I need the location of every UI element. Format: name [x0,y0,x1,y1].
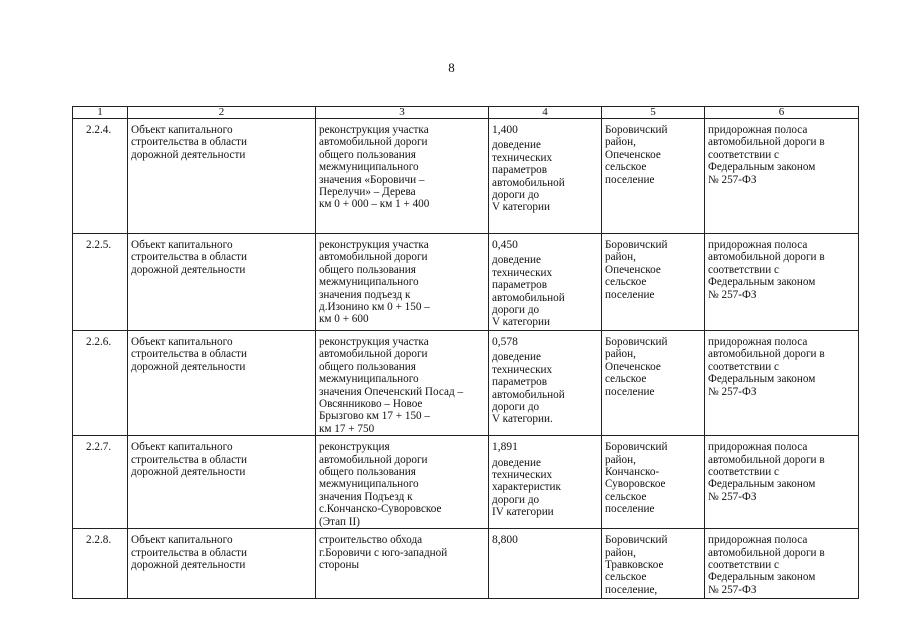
purpose-cell [316,436,489,529]
zone-line: придорожная полоса [708,124,808,136]
purpose-line: значения подъезд к [319,288,411,301]
zone-line: соответствии с [708,558,779,571]
zone-line: автомобильной дороги в [708,348,825,361]
length-cell [489,331,602,436]
location-line: поселение [605,503,655,516]
length-value: 0,450 [492,239,518,251]
purpose-line: реконструкция участка [319,239,429,251]
column-number-5: 5 [602,107,705,119]
parameters-line: автомобильной [492,291,565,304]
parameters-line: параметров [492,279,548,292]
zone-line: соответствии с [708,360,779,373]
location-line: Опеченское [605,360,661,373]
purpose-cell [316,331,489,436]
location-line: район, [605,136,636,149]
location-line: Боровичский [605,336,668,348]
location-line: Боровичский [605,239,668,251]
location-cell [602,331,705,436]
length-cell [489,234,602,331]
zone-line: придорожная полоса [708,534,808,547]
purpose-cell [316,529,489,599]
object-type-line: дорожной деятельности [131,466,246,479]
object-type-line: Объект капитального [131,534,233,547]
location-line: Боровичский [605,441,668,454]
column-number-2: 2 [128,107,316,119]
zone-line: придорожная полоса [708,239,808,251]
zone-line: соответствии с [708,263,779,276]
purpose-line: Перелучи» – Дерева [319,186,416,199]
table-row [73,529,859,599]
parameters-line: V категории [492,201,550,214]
table-row [73,119,859,234]
purpose-line: автомобильной дороги [319,251,428,264]
zone-line: № 257-ФЗ [708,385,757,398]
location-line: Травковское [605,558,664,571]
purpose-line: общего пользования [319,148,416,161]
object-type-line: дорожной деятельности [131,148,246,161]
object-type-line: строительства в области [131,348,247,361]
location-line: Боровичский [605,534,668,547]
object-type-line: Объект капитального [131,239,233,251]
zone-line: № 257-ФЗ [708,583,757,596]
parameters-line: автомобильной [492,176,565,189]
purpose-line: межмуниципального [319,161,419,174]
location-line: сельское [605,276,647,289]
location-line: Опеченское [605,148,661,161]
column-number-4: 4 [489,107,602,119]
table-row [73,331,859,436]
purpose-line: строительство обхода [319,534,423,547]
length-value: 1,400 [492,124,518,136]
object-type-line: строительства в области [131,453,247,466]
purpose-line: км 17 + 750 [319,422,375,435]
zone-cell [705,436,859,529]
page-number: 8 [448,60,455,75]
length-cell [489,119,602,234]
purpose-line: Овсянниково – Новое [319,398,423,411]
item-number-cell: 2.2.5. [73,234,128,331]
location-cell [602,119,705,234]
object-type-line: дорожной деятельности [131,263,246,276]
length-value: 0,578 [492,336,518,348]
parameters-line: V категории [492,316,550,329]
item-number-cell: 2.2.8. [73,529,128,599]
length-cell [489,436,602,529]
object-type-line: Объект капитального [131,336,233,348]
item-number-cell: 2.2.7. [73,436,128,529]
location-cell [602,436,705,529]
parameters-line: дороги до [492,189,540,202]
purpose-line: значения Подъезд к [319,490,413,503]
location-line: поселение, [605,583,658,596]
purpose-cell [316,234,489,331]
parameters-line: дороги до [492,304,540,317]
parameters-line: V категории. [492,413,553,426]
purpose-line: межмуниципального [319,373,419,386]
parameters-line: дороги до [492,401,540,414]
object-type-cell [128,234,316,331]
zone-line: автомобильной дороги в [708,546,825,559]
location-line: Боровичский [605,124,668,136]
zone-cell [705,529,859,599]
purpose-line: с.Кончанско-Суворовское [319,503,442,516]
column-number-3: 3 [316,107,489,119]
location-cell [602,234,705,331]
location-line: поселение [605,288,655,301]
location-line: сельское [605,161,647,174]
item-number-cell: 2.2.4. [73,119,128,234]
purpose-line: общего пользования [319,263,416,276]
object-type-cell [128,331,316,436]
zone-cell [705,119,859,234]
zone-line: придорожная полоса [708,336,808,348]
purpose-line: значения Опеченский Посад – [319,385,464,398]
purpose-line: общего пользования [319,466,416,479]
zone-line: Федеральным законом [708,276,816,289]
object-type-cell [128,119,316,234]
zone-line: Федеральным законом [708,373,816,386]
purpose-line: общего пользования [319,360,416,373]
purpose-line: реконструкция [319,441,390,454]
zone-line: автомобильной дороги в [708,453,825,466]
purpose-line: г.Боровичи с юго-западной [319,546,448,559]
zone-line: Федеральным законом [708,478,816,491]
column-number-6: 6 [705,107,859,119]
zone-line: Федеральным законом [708,161,816,174]
parameters-line: технических [492,151,553,164]
zone-line: № 257-ФЗ [708,173,757,186]
parameters-line: доведение [492,351,541,364]
location-line: район, [605,348,636,361]
object-type-line: Объект капитального [131,441,233,454]
parameters-line: доведение [492,456,541,469]
zone-line: соответствии с [708,148,779,161]
location-line: поселение [605,173,655,186]
object-type-line: Объект капитального [131,124,233,136]
purpose-line: км 0 + 000 – км 1 + 400 [319,198,430,211]
zone-cell [705,234,859,331]
parameters-line: доведение [492,139,541,152]
location-line: сельское [605,373,647,386]
location-line: район, [605,546,636,559]
location-line: сельское [605,571,647,584]
object-type-line: дорожной деятельности [131,360,246,373]
parameters-line: IV категории [492,506,554,519]
purpose-line: стороны [319,558,359,571]
purpose-line: автомобильной дороги [319,348,428,361]
purpose-line: д.Изонино км 0 + 150 – [319,301,430,314]
location-cell [602,529,705,599]
zone-cell [705,331,859,436]
parameters-line: технических [492,363,553,376]
zone-line: автомобильной дороги в [708,136,825,149]
location-line: Кончанско- [605,466,660,479]
column-number-1: 1 [73,107,128,119]
location-line: район, [605,453,636,466]
purpose-line: межмуниципального [319,478,419,491]
location-line: сельское [605,490,647,503]
zone-line: № 257-ФЗ [708,288,757,301]
purpose-line: реконструкция участка [319,124,429,136]
table-row [73,436,859,529]
zone-line: автомобильной дороги в [708,251,825,264]
purpose-line: автомобильной дороги [319,453,428,466]
length-cell [489,529,602,599]
parameters-line: параметров [492,164,548,177]
purpose-line: (Этап II) [319,515,360,528]
item-number-cell: 2.2.6. [73,331,128,436]
location-line: Суворовское [605,478,666,491]
object-type-cell [128,436,316,529]
object-type-line: строительства в области [131,546,247,559]
purpose-cell [316,119,489,234]
location-line: район, [605,251,636,264]
zone-line: придорожная полоса [708,441,808,454]
object-type-cell [128,529,316,599]
parameters-line: технических [492,469,553,482]
zone-line: Федеральным законом [708,571,816,584]
table-row [73,234,859,331]
parameters-line: дороги до [492,493,540,506]
parameters-line: характеристик [492,481,561,494]
zone-line: № 257-ФЗ [708,490,757,503]
location-line: поселение [605,385,655,398]
length-value: 8,800 [492,534,518,547]
purpose-line: межмуниципального [319,276,419,289]
purpose-line: Брызгово км 17 + 150 – [319,410,431,423]
purpose-line: значения «Боровичи – [319,173,425,186]
object-type-line: дорожной деятельности [131,558,246,571]
parameters-line: технических [492,266,553,279]
object-type-line: строительства в области [131,251,247,264]
purpose-line: автомобильной дороги [319,136,428,149]
parameters-line: параметров [492,376,548,389]
location-line: Опеченское [605,263,661,276]
length-value: 1,891 [492,441,518,454]
purpose-line: реконструкция участка [319,336,429,348]
parameters-line: автомобильной [492,388,565,401]
zone-line: соответствии с [708,466,779,479]
table-header-row [73,107,859,119]
purpose-line: км 0 + 600 [319,313,369,326]
object-type-line: строительства в области [131,136,247,149]
parameters-line: доведение [492,254,541,267]
objects-table [72,106,859,599]
